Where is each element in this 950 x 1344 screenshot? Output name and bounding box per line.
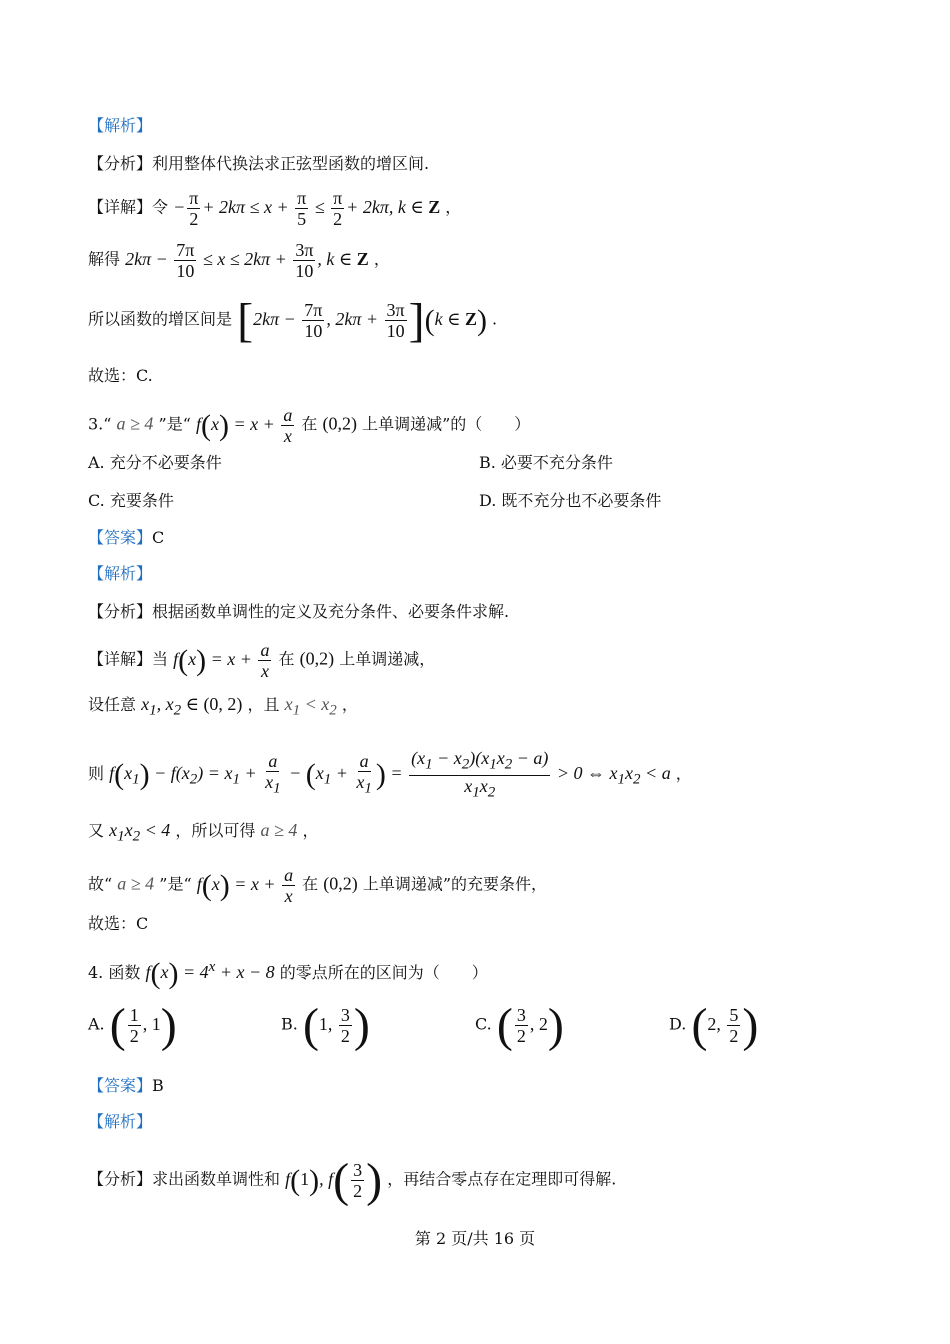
detail-3-let: 设任意 $x_1$, $x_2$ ∈ (0, 2) ，且 $x_1 < x_2$ ， bbox=[88, 694, 358, 719]
option-3a: A. 充分不必要条件 bbox=[88, 453, 222, 472]
option-4c: C. ( $\frac{3}{2}$ , 2) bbox=[475, 998, 564, 1052]
detail-2-interval: 所以函数的增区间是 [2kπ − $\frac{7\pi}{10}$ , 2kπ + $\frac{3\pi}{10}$ ](k ∈ Z) . bbox=[88, 293, 498, 347]
option-4a: A. ( $\frac{1}{2}$ , 1) bbox=[88, 998, 177, 1052]
detail-3-premise: 【详解】当 f(x) = x + $\frac{a}{x}$ 在 (0,2) 上单调递减， bbox=[88, 640, 436, 681]
answer-4: 【答案】B bbox=[88, 1076, 164, 1095]
option-4b: B. (1, $\frac{3}{2}$ ) bbox=[281, 998, 370, 1052]
detail-3-difference: 则 $f(x_1) - f(x_2) = x_1$ + $\frac{a}{x_1}$ − ($x_1$ + $\frac{a}{x_1}$ ) = $\frac{(x_1 - x_2)(x_1x_2 - a)}{x_1x_2}$ > 0 ⇔ $x_1x_2 < a$ ， bbox=[88, 748, 692, 801]
option-3d: D. 既不充分也不必要条件 bbox=[479, 491, 662, 510]
option-3b: B. 必要不充分条件 bbox=[479, 453, 613, 472]
answer-choice-3: 故选：C bbox=[88, 914, 149, 933]
question-4: 4. 函数 $f(x) = 4^x + x - 8$ 的零点所在的区间为（ ） bbox=[88, 956, 488, 990]
page-footer: 第 2 页/共 16 页 bbox=[414, 1229, 536, 1248]
detail-2-solution: 解得 2kπ − $\frac{7\pi}{10}$ ≤ x ≤ 2kπ + $\frac{3\pi}{10}$ , k ∈ Z ， bbox=[88, 240, 390, 281]
jiexi-heading-2: 【解析】 bbox=[88, 116, 153, 135]
detail-3-bound: 又 $x_1x_2 < 4$ ，所以可得 a ≥ 4 ， bbox=[88, 820, 319, 845]
option-3c: C. 充要条件 bbox=[88, 491, 174, 510]
analysis-2: 【分析】利用整体代换法求正弦型函数的增区间. bbox=[88, 154, 430, 173]
detail-2-inequality: 【详解】令 − $\frac{\pi}{2}$ + 2kπ ≤ x + $\frac{\pi}{5}$ ≤ $\frac{\pi}{2}$ + 2kπ, k ∈ Z ， bbox=[88, 188, 462, 229]
analysis-4: 【分析】求出函数单调性和 f(1), f( $\frac{3}{2}$ ) ，再结合零点存在定理即可得解. bbox=[88, 1153, 617, 1207]
jiexi-heading-4: 【解析】 bbox=[88, 1112, 153, 1131]
option-4d: D. (2, $\frac{5}{2}$ ) bbox=[669, 998, 759, 1052]
answer-3: 【答案】C bbox=[88, 528, 165, 547]
question-3: 3.“ a ≥ 4 ”是“ f(x) = x + $\frac{a}{x}$ 在 (0,2) 上单调递减”的（ ） bbox=[88, 405, 531, 446]
detail-3-conclusion: 故“ a ≥ 4 ”是“ f(x) = x + $\frac{a}{x}$ 在 (0,2) 上单调递减”的充要条件， bbox=[88, 865, 548, 906]
answer-choice-2: 故选：C. bbox=[88, 366, 153, 385]
analysis-3: 【分析】根据函数单调性的定义及充分条件、必要条件求解. bbox=[88, 602, 510, 621]
jiexi-heading-3: 【解析】 bbox=[88, 564, 153, 583]
